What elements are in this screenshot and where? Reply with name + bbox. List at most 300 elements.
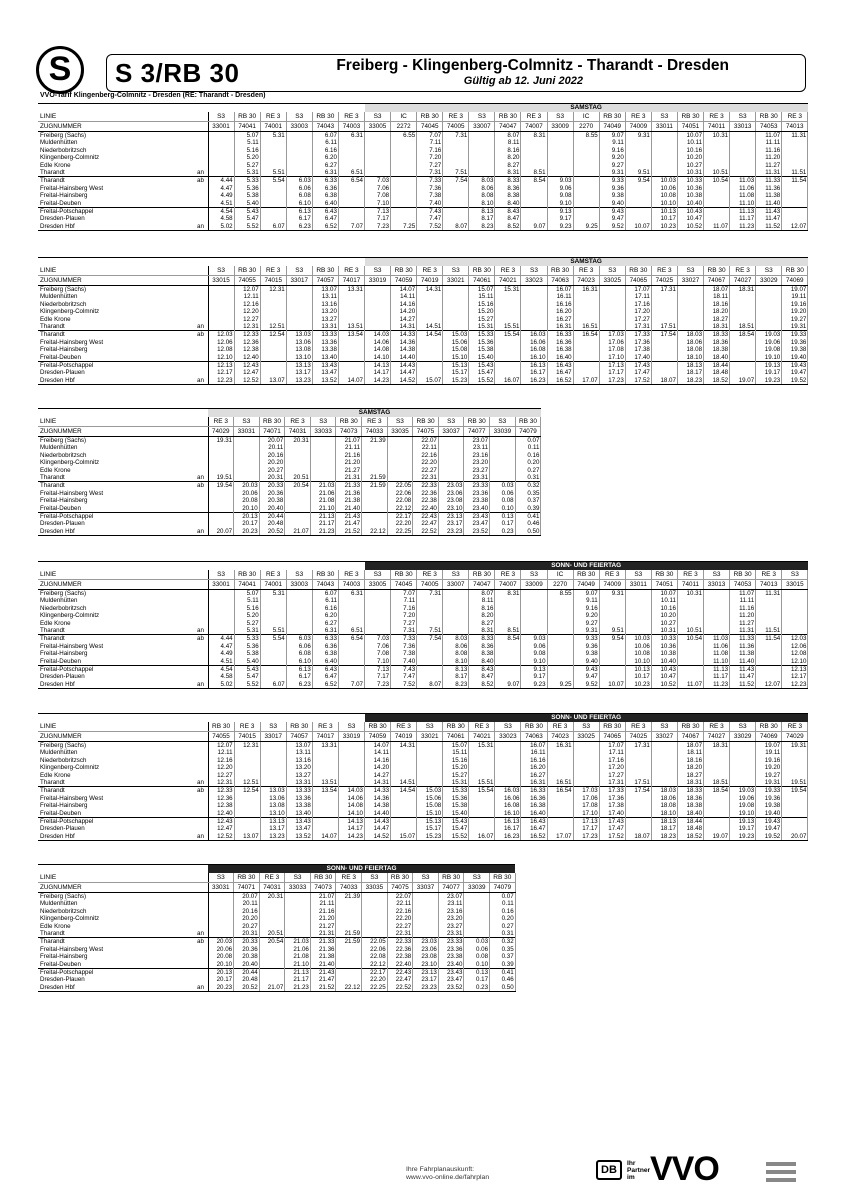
line-label: RB 30 bbox=[391, 570, 417, 580]
line-label: RE 3 bbox=[495, 266, 521, 276]
station-name: Tharandt bbox=[38, 787, 196, 795]
arr-dep-marker bbox=[196, 893, 208, 901]
time-cell: 5.11 bbox=[234, 139, 260, 146]
time-cell: 21.52 bbox=[310, 984, 336, 992]
time-cell: 6.31 bbox=[312, 169, 338, 177]
train-number: 74063 bbox=[521, 732, 547, 742]
time-cell: 21.06 bbox=[285, 946, 311, 953]
station-row bbox=[38, 915, 515, 922]
time-cell bbox=[260, 597, 286, 604]
time-cell bbox=[651, 308, 677, 315]
arr-dep-marker bbox=[196, 467, 208, 474]
time-cell: 22.25 bbox=[387, 528, 413, 536]
time-cell bbox=[338, 605, 364, 612]
time-cell: 15.11 bbox=[469, 293, 495, 300]
time-cell bbox=[573, 779, 599, 787]
time-cell: 19.43 bbox=[782, 362, 808, 370]
time-cell: 23.40 bbox=[464, 505, 490, 513]
line-label: S3 bbox=[469, 112, 495, 122]
line-label: RB 30 bbox=[387, 873, 413, 883]
time-cell: 15.10 bbox=[417, 810, 443, 818]
time-cell: 19.07 bbox=[756, 742, 782, 750]
time-cell: 7.08 bbox=[365, 650, 391, 657]
time-cell bbox=[495, 742, 521, 750]
time-cell: 11.17 bbox=[730, 215, 756, 222]
time-cell bbox=[547, 818, 573, 826]
time-cell bbox=[495, 354, 521, 362]
time-cell bbox=[704, 764, 730, 771]
time-cell: 20.44 bbox=[234, 969, 260, 977]
time-cell: 11.27 bbox=[730, 620, 756, 627]
time-cell: 15.27 bbox=[443, 772, 469, 779]
time-cell bbox=[417, 369, 443, 376]
time-cell: 9.36 bbox=[573, 643, 599, 650]
time-cell: 18.52 bbox=[704, 377, 730, 385]
time-cell: 13.17 bbox=[286, 369, 312, 376]
time-cell bbox=[443, 612, 469, 619]
time-cell: 4.44 bbox=[208, 177, 234, 185]
time-cell: 10.51 bbox=[677, 627, 703, 635]
time-cell bbox=[782, 147, 808, 154]
time-cell: 12.11 bbox=[234, 293, 260, 300]
time-cell bbox=[338, 162, 364, 169]
time-cell: 15.54 bbox=[495, 331, 521, 339]
station-name: Niederbobritzsch bbox=[40, 300, 87, 308]
train-number: 74041 bbox=[234, 122, 260, 132]
line-label: RE 3 bbox=[417, 570, 443, 580]
time-cell: 14.03 bbox=[338, 787, 364, 795]
time-cell: 12.43 bbox=[208, 818, 234, 826]
time-cell: 10.03 bbox=[651, 177, 677, 185]
time-cell: 14.27 bbox=[391, 316, 417, 323]
station-name: Freital-Deuben bbox=[40, 960, 81, 968]
time-cell: 11.23 bbox=[730, 223, 756, 231]
train-number: 74079 bbox=[515, 427, 541, 437]
time-cell: 20.38 bbox=[259, 497, 285, 504]
time-cell bbox=[260, 772, 286, 779]
time-cell bbox=[260, 139, 286, 146]
line-label: S3 bbox=[365, 112, 391, 122]
time-cell: 21.39 bbox=[362, 437, 388, 445]
time-cell: 20.31 bbox=[259, 893, 285, 901]
line-label: RE 3 bbox=[259, 873, 285, 883]
train-number: 33003 bbox=[286, 122, 312, 132]
arr-dep-marker bbox=[196, 900, 208, 907]
time-cell: 10.36 bbox=[651, 643, 677, 650]
time-cell bbox=[260, 764, 286, 771]
time-cell: 17.54 bbox=[651, 331, 677, 339]
time-cell: 9.38 bbox=[599, 192, 625, 199]
time-cell: 16.07 bbox=[521, 742, 547, 750]
linie-label: LINIE bbox=[38, 722, 196, 732]
time-cell: 21.13 bbox=[310, 513, 336, 521]
time-cell: 12.27 bbox=[234, 316, 260, 323]
train-number: 33037 bbox=[438, 427, 464, 437]
line-label: RB 30 bbox=[259, 417, 285, 427]
time-cell: 12.20 bbox=[208, 764, 234, 771]
time-cell: 16.07 bbox=[547, 286, 573, 294]
time-cell: 7.33 bbox=[391, 635, 417, 643]
station-row bbox=[38, 139, 808, 146]
time-cell: 13.08 bbox=[286, 346, 312, 353]
time-cell: 13.10 bbox=[286, 354, 312, 362]
time-cell: 20.51 bbox=[259, 930, 285, 938]
time-cell bbox=[285, 505, 311, 513]
time-cell bbox=[286, 590, 312, 598]
time-cell bbox=[573, 369, 599, 376]
station-name: Freital-Deuben bbox=[40, 504, 81, 512]
time-cell bbox=[704, 627, 730, 635]
time-cell: 20.20 bbox=[259, 459, 285, 466]
time-cell: 15.13 bbox=[443, 362, 469, 370]
arr-dep-marker bbox=[196, 154, 208, 161]
time-cell: 21.20 bbox=[336, 459, 362, 466]
time-cell: 8.40 bbox=[469, 658, 495, 666]
time-cell: 18.27 bbox=[677, 772, 703, 779]
train-number: 74071 bbox=[259, 427, 285, 437]
train-number: 74067 bbox=[677, 732, 703, 742]
station-row bbox=[38, 597, 808, 604]
line-label: S3 bbox=[730, 722, 756, 732]
station-row bbox=[38, 185, 808, 192]
time-cell bbox=[573, 308, 599, 315]
time-cell: 9.23 bbox=[521, 681, 547, 689]
time-cell bbox=[391, 772, 417, 779]
time-cell: 6.07 bbox=[312, 132, 338, 140]
time-cell bbox=[208, 900, 234, 907]
time-cell: 22.17 bbox=[387, 513, 413, 521]
time-cell: 8.13 bbox=[443, 666, 469, 674]
time-cell bbox=[387, 467, 413, 474]
time-cell bbox=[285, 497, 311, 504]
time-cell bbox=[625, 749, 651, 756]
time-cell: 21.17 bbox=[310, 520, 336, 527]
time-cell: 13.40 bbox=[312, 354, 338, 362]
arr-dep-marker bbox=[196, 286, 208, 294]
time-cell: 10.38 bbox=[677, 192, 703, 199]
line-label: S3 bbox=[547, 112, 573, 122]
time-cell bbox=[573, 772, 599, 779]
time-cell: 9.38 bbox=[573, 650, 599, 657]
time-cell: 7.07 bbox=[417, 132, 443, 140]
time-cell: 12.17 bbox=[208, 369, 234, 376]
time-cell: 8.11 bbox=[469, 597, 495, 604]
station-row bbox=[38, 497, 541, 504]
time-cell: 17.13 bbox=[573, 818, 599, 826]
time-cell bbox=[417, 293, 443, 300]
time-cell bbox=[260, 749, 286, 756]
time-cell: 18.38 bbox=[704, 346, 730, 353]
line-label: RB 30 bbox=[756, 722, 782, 732]
time-cell: 0.23 bbox=[490, 528, 516, 536]
time-cell: 18.17 bbox=[677, 369, 703, 376]
train-number: 74043 bbox=[312, 580, 338, 590]
time-cell: 5.43 bbox=[234, 666, 260, 674]
time-cell bbox=[413, 923, 439, 930]
timetable-section bbox=[38, 103, 808, 231]
line-label: RB 30 bbox=[625, 266, 651, 276]
time-cell: 9.27 bbox=[599, 162, 625, 169]
time-cell: 6.27 bbox=[312, 162, 338, 169]
time-cell bbox=[336, 961, 362, 969]
time-cell bbox=[547, 795, 573, 802]
time-cell: 22.06 bbox=[387, 490, 413, 497]
time-cell: 13.03 bbox=[286, 331, 312, 339]
time-cell bbox=[573, 316, 599, 323]
time-cell: 22.40 bbox=[413, 505, 439, 513]
train-number: 74053 bbox=[756, 122, 782, 132]
time-cell: 11.20 bbox=[756, 154, 782, 161]
time-cell: 5.31 bbox=[260, 590, 286, 598]
time-cell: 0.41 bbox=[490, 969, 516, 977]
time-cell: 17.17 bbox=[573, 825, 599, 832]
station-name: Dresden-Plauen bbox=[40, 369, 85, 377]
time-cell: 14.38 bbox=[365, 802, 391, 809]
time-cell bbox=[338, 362, 364, 370]
footer-info bbox=[406, 1166, 489, 1182]
time-cell bbox=[547, 666, 573, 674]
footer-url-link[interactable]: www.vvo-online.de/fahrplan bbox=[406, 1174, 490, 1181]
line-label: RB 30 bbox=[547, 266, 573, 276]
time-cell: 15.16 bbox=[443, 757, 469, 764]
time-cell: 14.08 bbox=[338, 802, 364, 809]
timetable-section bbox=[38, 561, 808, 689]
time-cell: 18.54 bbox=[704, 787, 730, 795]
time-cell: 12.51 bbox=[260, 323, 286, 331]
station-name: Tharandt bbox=[40, 474, 65, 482]
time-cell: 19.23 bbox=[756, 377, 782, 385]
time-cell: 15.17 bbox=[443, 369, 469, 376]
station-row bbox=[38, 673, 808, 680]
time-cell: 9.31 bbox=[625, 132, 651, 140]
time-cell: 15.06 bbox=[443, 339, 469, 346]
time-cell bbox=[464, 893, 490, 901]
time-cell: 15.13 bbox=[417, 818, 443, 826]
time-cell bbox=[285, 900, 311, 907]
time-cell: 6.27 bbox=[312, 620, 338, 627]
line-label: RB 30 bbox=[234, 873, 260, 883]
line-label: S3 bbox=[756, 266, 782, 276]
time-cell bbox=[521, 620, 547, 627]
time-cell bbox=[286, 605, 312, 612]
station-row bbox=[38, 513, 541, 521]
time-cell: 19.23 bbox=[730, 833, 756, 841]
time-cell bbox=[573, 339, 599, 346]
time-cell bbox=[285, 490, 311, 497]
time-cell bbox=[782, 192, 808, 199]
arr-dep-marker: ab bbox=[196, 177, 208, 185]
time-cell: 16.27 bbox=[521, 772, 547, 779]
time-cell bbox=[573, 293, 599, 300]
train-number: 74047 bbox=[469, 580, 495, 590]
time-cell: 19.17 bbox=[756, 369, 782, 376]
line-label: RB 30 bbox=[573, 570, 599, 580]
time-cell bbox=[495, 362, 521, 370]
time-cell: 18.16 bbox=[704, 301, 730, 308]
station-name: Tharandt bbox=[40, 627, 65, 635]
time-cell bbox=[521, 323, 547, 331]
time-cell bbox=[573, 169, 599, 177]
time-cell bbox=[730, 742, 756, 750]
time-cell bbox=[490, 437, 516, 445]
time-cell bbox=[521, 154, 547, 161]
time-cell: 6.47 bbox=[312, 673, 338, 680]
time-cell: 20.48 bbox=[259, 520, 285, 527]
time-cell bbox=[469, 764, 495, 771]
time-cell: 6.16 bbox=[312, 605, 338, 612]
time-cell bbox=[260, 362, 286, 370]
time-cell bbox=[782, 590, 808, 598]
time-cell: 14.06 bbox=[338, 795, 364, 802]
time-cell bbox=[756, 316, 782, 323]
time-cell: 20.27 bbox=[259, 467, 285, 474]
time-cell bbox=[521, 612, 547, 619]
time-cell: 17.10 bbox=[599, 354, 625, 362]
time-cell bbox=[365, 605, 391, 612]
time-cell bbox=[417, 612, 443, 619]
time-cell bbox=[338, 369, 364, 376]
station-name: Freiberg (Sachs) bbox=[40, 590, 87, 597]
time-cell bbox=[599, 612, 625, 619]
time-cell bbox=[362, 893, 388, 901]
time-cell: 14.31 bbox=[417, 286, 443, 294]
time-cell: 7.23 bbox=[365, 681, 391, 689]
time-cell bbox=[208, 923, 234, 930]
time-cell bbox=[495, 772, 521, 779]
time-cell bbox=[362, 900, 388, 907]
zugnummer-label: ZUGNUMMER bbox=[38, 883, 196, 893]
station-row bbox=[38, 177, 808, 185]
time-cell: 23.16 bbox=[464, 452, 490, 459]
time-cell bbox=[259, 915, 285, 922]
time-cell: 16.51 bbox=[547, 779, 573, 787]
time-cell bbox=[625, 810, 651, 818]
train-number: 74013 bbox=[782, 122, 808, 132]
time-cell bbox=[521, 605, 547, 612]
time-cell: 21.07 bbox=[259, 984, 285, 992]
line-label: S3 bbox=[730, 112, 756, 122]
time-cell bbox=[443, 215, 469, 222]
timetable-section bbox=[38, 257, 808, 385]
time-cell bbox=[521, 293, 547, 300]
line-label: RE 3 bbox=[521, 112, 547, 122]
time-cell bbox=[704, 208, 730, 216]
time-cell: 21.59 bbox=[362, 474, 388, 482]
time-cell: 19.38 bbox=[782, 346, 808, 353]
time-cell: 16.08 bbox=[521, 346, 547, 353]
time-cell: 15.23 bbox=[443, 377, 469, 385]
time-cell: 6.17 bbox=[286, 215, 312, 222]
time-cell: 22.31 bbox=[387, 930, 413, 938]
time-cell bbox=[677, 286, 703, 294]
time-cell: 8.23 bbox=[469, 223, 495, 231]
time-cell bbox=[208, 612, 234, 619]
time-cell: 15.51 bbox=[469, 779, 495, 787]
time-cell: 7.40 bbox=[417, 200, 443, 208]
db-logo-icon: DB bbox=[596, 1160, 622, 1180]
time-cell: 12.23 bbox=[208, 377, 234, 385]
time-cell: 5.31 bbox=[260, 132, 286, 140]
time-cell bbox=[362, 513, 388, 521]
time-cell: 12.27 bbox=[208, 772, 234, 779]
time-cell bbox=[547, 612, 573, 619]
time-cell bbox=[391, 810, 417, 818]
time-cell bbox=[573, 192, 599, 199]
time-cell: 6.03 bbox=[286, 177, 312, 185]
time-cell: 17.11 bbox=[599, 749, 625, 756]
arr-dep-marker bbox=[196, 612, 208, 619]
time-cell: 13.33 bbox=[312, 331, 338, 339]
time-cell: 22.25 bbox=[362, 984, 388, 992]
arr-dep-marker: ab bbox=[196, 787, 208, 795]
time-cell bbox=[259, 976, 285, 983]
time-cell: 12.07 bbox=[234, 286, 260, 294]
time-cell: 16.38 bbox=[521, 802, 547, 809]
time-cell: 23.27 bbox=[464, 467, 490, 474]
station-row bbox=[38, 505, 541, 513]
time-cell bbox=[417, 658, 443, 666]
time-cell: 13.27 bbox=[286, 772, 312, 779]
train-number-row bbox=[38, 427, 541, 437]
train-number: 74013 bbox=[756, 580, 782, 590]
time-cell: 19.52 bbox=[756, 833, 782, 841]
time-cell: 9.16 bbox=[599, 147, 625, 154]
time-cell: 17.20 bbox=[625, 308, 651, 315]
time-cell: 8.03 bbox=[443, 635, 469, 643]
time-cell: 0.39 bbox=[490, 961, 516, 969]
time-cell: 19.10 bbox=[730, 810, 756, 818]
time-cell: 23.03 bbox=[438, 482, 464, 490]
time-cell: 16.31 bbox=[547, 742, 573, 750]
time-cell: 22.47 bbox=[387, 976, 413, 983]
time-cell: 7.38 bbox=[417, 192, 443, 199]
line-label: RE 3 bbox=[704, 722, 730, 732]
train-number: 74045 bbox=[417, 122, 443, 132]
time-cell: 12.16 bbox=[234, 301, 260, 308]
station-name: Tharandt bbox=[40, 323, 65, 331]
time-cell: 7.10 bbox=[365, 658, 391, 666]
train-number: 74059 bbox=[365, 732, 391, 742]
time-cell: 5.07 bbox=[234, 132, 260, 140]
line-label: RE 3 bbox=[782, 722, 808, 732]
time-cell: 22.11 bbox=[387, 900, 413, 907]
station-name: Dresden-Plauen bbox=[40, 825, 85, 833]
time-cell: 0.32 bbox=[490, 938, 516, 946]
time-cell bbox=[391, 749, 417, 756]
time-cell: 12.51 bbox=[234, 779, 260, 787]
train-number: 74029 bbox=[208, 427, 234, 437]
time-cell: 16.13 bbox=[495, 818, 521, 826]
time-cell: 20.27 bbox=[234, 923, 260, 930]
time-cell: 19.07 bbox=[730, 377, 756, 385]
time-cell: 19.51 bbox=[782, 779, 808, 787]
time-cell: 17.52 bbox=[625, 377, 651, 385]
time-cell: 22.20 bbox=[413, 459, 439, 466]
arr-dep-marker bbox=[196, 742, 208, 750]
time-cell: 6.38 bbox=[312, 650, 338, 657]
time-cell: 0.08 bbox=[464, 953, 490, 960]
time-cell: 15.36 bbox=[443, 795, 469, 802]
time-cell: 14.23 bbox=[338, 833, 364, 841]
time-cell bbox=[599, 658, 625, 666]
station-name: Dresden Hbf bbox=[38, 223, 196, 231]
time-cell: 0.35 bbox=[515, 490, 541, 497]
time-cell: 13.20 bbox=[286, 764, 312, 771]
time-cell bbox=[338, 673, 364, 680]
time-cell: 11.16 bbox=[756, 147, 782, 154]
station-name: Freital-Potschappel bbox=[38, 969, 196, 977]
time-cell bbox=[417, 666, 443, 674]
